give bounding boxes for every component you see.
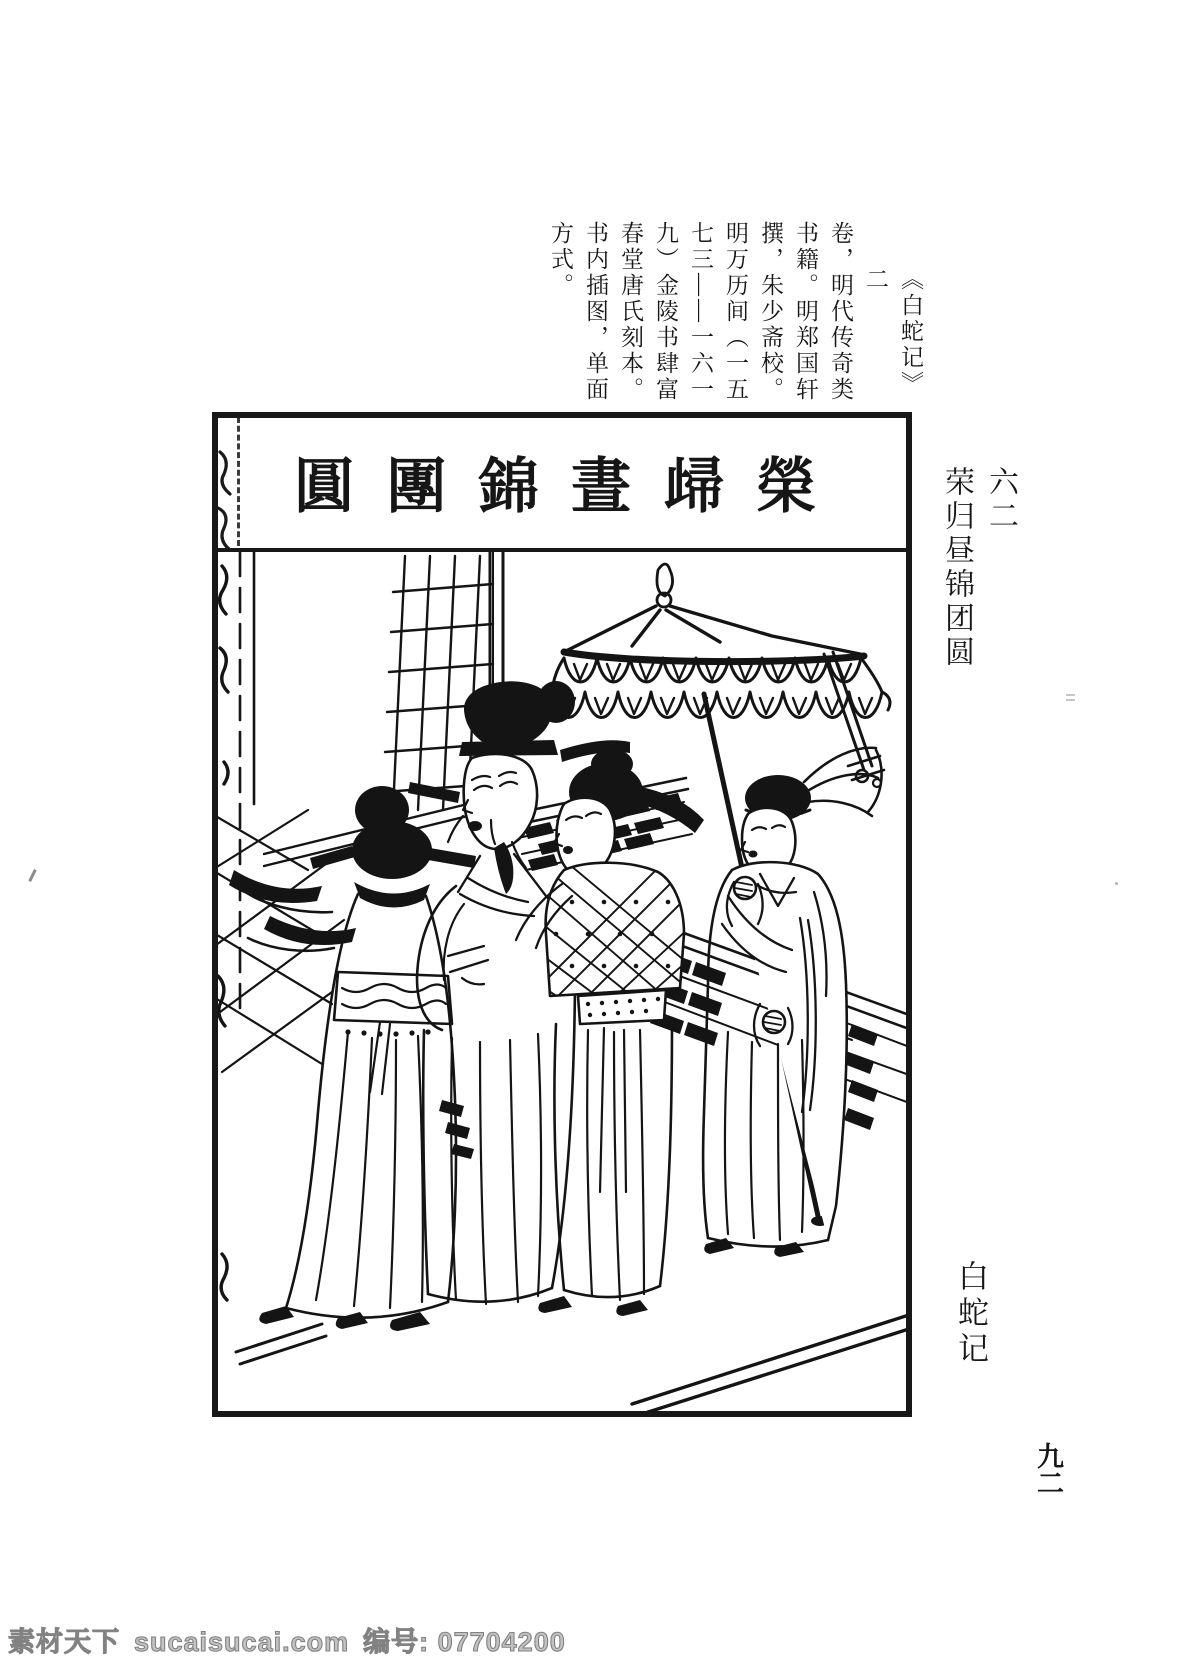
banner-title-char: 㱕	[663, 453, 724, 520]
scan-noise-speck	[1115, 882, 1118, 885]
watermark-site-url: sucaisucai.com	[134, 1627, 350, 1657]
plate-title: 荣归昼锦团圆	[940, 466, 973, 670]
watermark-id: 编号: 07704200	[363, 1627, 566, 1657]
watermark-site-name: 素材天下	[8, 1627, 120, 1657]
scan-noise-speck	[1066, 694, 1075, 696]
bibliography-column: 春堂唐氏刻本。	[618, 221, 643, 403]
cut-column-glyph-fragments	[214, 446, 240, 566]
bibliography-column: 九）金陵书肆富	[653, 221, 678, 403]
bibliography-column: 明万历间（一五	[723, 221, 748, 403]
banner-title-char: 晝	[571, 453, 632, 520]
banner-title-char: 錦	[478, 453, 539, 520]
banner-title-char: 圓	[294, 453, 354, 520]
bibliography-column: 七三——一六一	[688, 221, 713, 403]
banner-title-char: 榮	[755, 453, 816, 520]
bibliography-column: 卷，明代传奇类	[828, 221, 853, 403]
bibliography-column: 方式。	[548, 221, 573, 299]
book-title-caption: 白蛇记	[953, 1260, 988, 1368]
woodcut-print-illustration	[212, 552, 912, 1417]
bibliography-column: 书内插图，单面	[583, 221, 608, 403]
plate-caption	[934, 466, 1022, 670]
bibliography-column: 撰，朱少斋校。	[758, 221, 783, 403]
figure-attendant-umbrella-bearer	[703, 748, 882, 1257]
bibliography-column: 《白蛇记》二	[863, 267, 923, 397]
watermark	[8, 1620, 580, 1659]
bibliography-column: 书籍。明郑国轩	[793, 221, 818, 403]
bibliography-note	[543, 221, 928, 407]
scan-noise-speck	[28, 869, 36, 882]
left-margin-fragments	[218, 552, 254, 1300]
page-number: 九二	[1033, 1442, 1063, 1496]
plate-number: 六二	[984, 466, 1017, 534]
banner-title-char: 團	[386, 453, 447, 520]
figure-left-official	[229, 786, 476, 1329]
woodcut-banner-title	[212, 412, 912, 549]
